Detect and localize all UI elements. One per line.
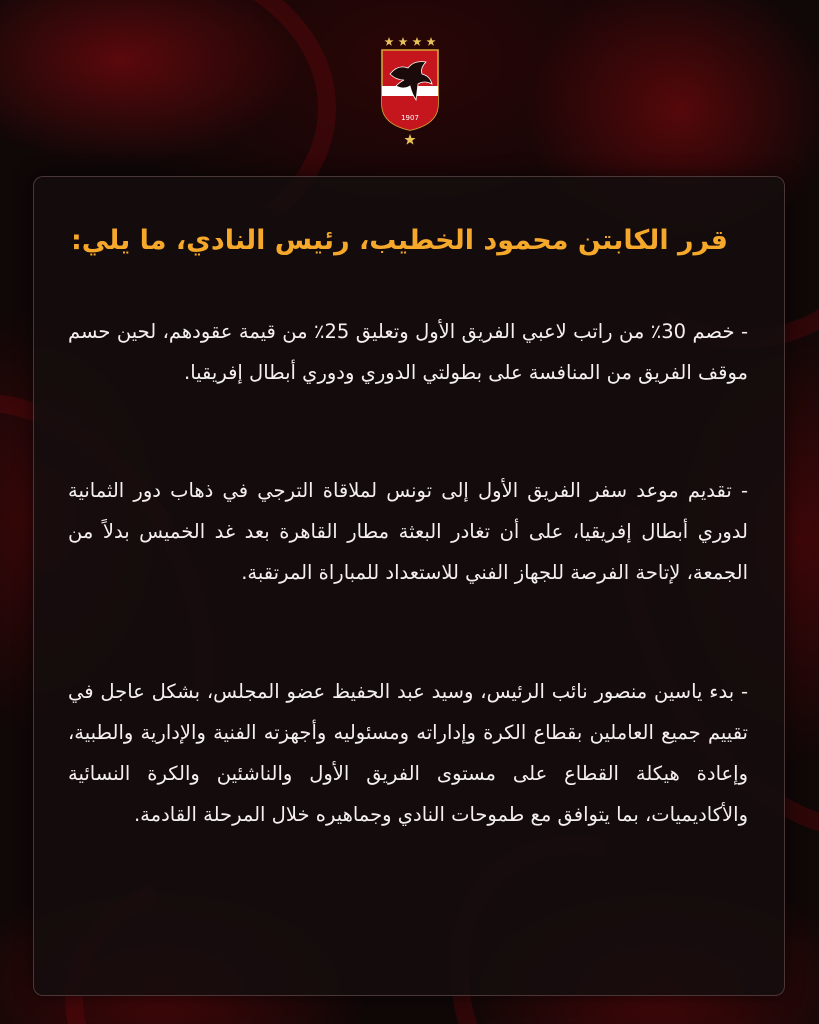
statement-panel [33,176,785,996]
club-crest-logo [378,34,442,146]
decision-item-2: - تقديم موعد سفر الفريق الأول إلى تونس لملاقاة الترجي في ذهاب دور الثمانية لدوري أبطال إفريقيا، على أن تغادر البعثة مطار القاهرة بعد غد الخميس بدلاً من الجمعة، لإتاحة الفرصة للجهاز الفني للاستعداد للمباراة المرتقبة. [68,479,748,584]
decision-item-1: - خصم 30٪ من راتب لاعبي الفريق الأول وتعليق 25٪ من قيمة عقودهم، لحين حسم موقف الفريق من المنافسة على بطولتي الدوري ودوري أبطال إفريقيا. [68,320,748,384]
star-icon [404,134,415,145]
decision-item-3: - بدء ياسين منصور نائب الرئيس، وسيد عبد الحفيظ عضو المجلس، بشكل عاجل في تقييم جميع العاملين بقطاع الكرة وإداراته ومسئوليه وأجهزته الفنية والإدارية والطبية، وإعادة هيكلة القطاع على مستوى الفريق الأول والناشئين والكرة النسائية والأكاديميات، بما يتوافق مع طموحات النادي وجماهيره خلال المرحلة القادمة. [68,680,748,826]
statement-heading: قرر الكابتن محمود الخطيب، رئيس النادي، ما يلي: [71,225,728,256]
crest-year: 1907 [401,114,419,122]
star-icons [384,37,435,46]
